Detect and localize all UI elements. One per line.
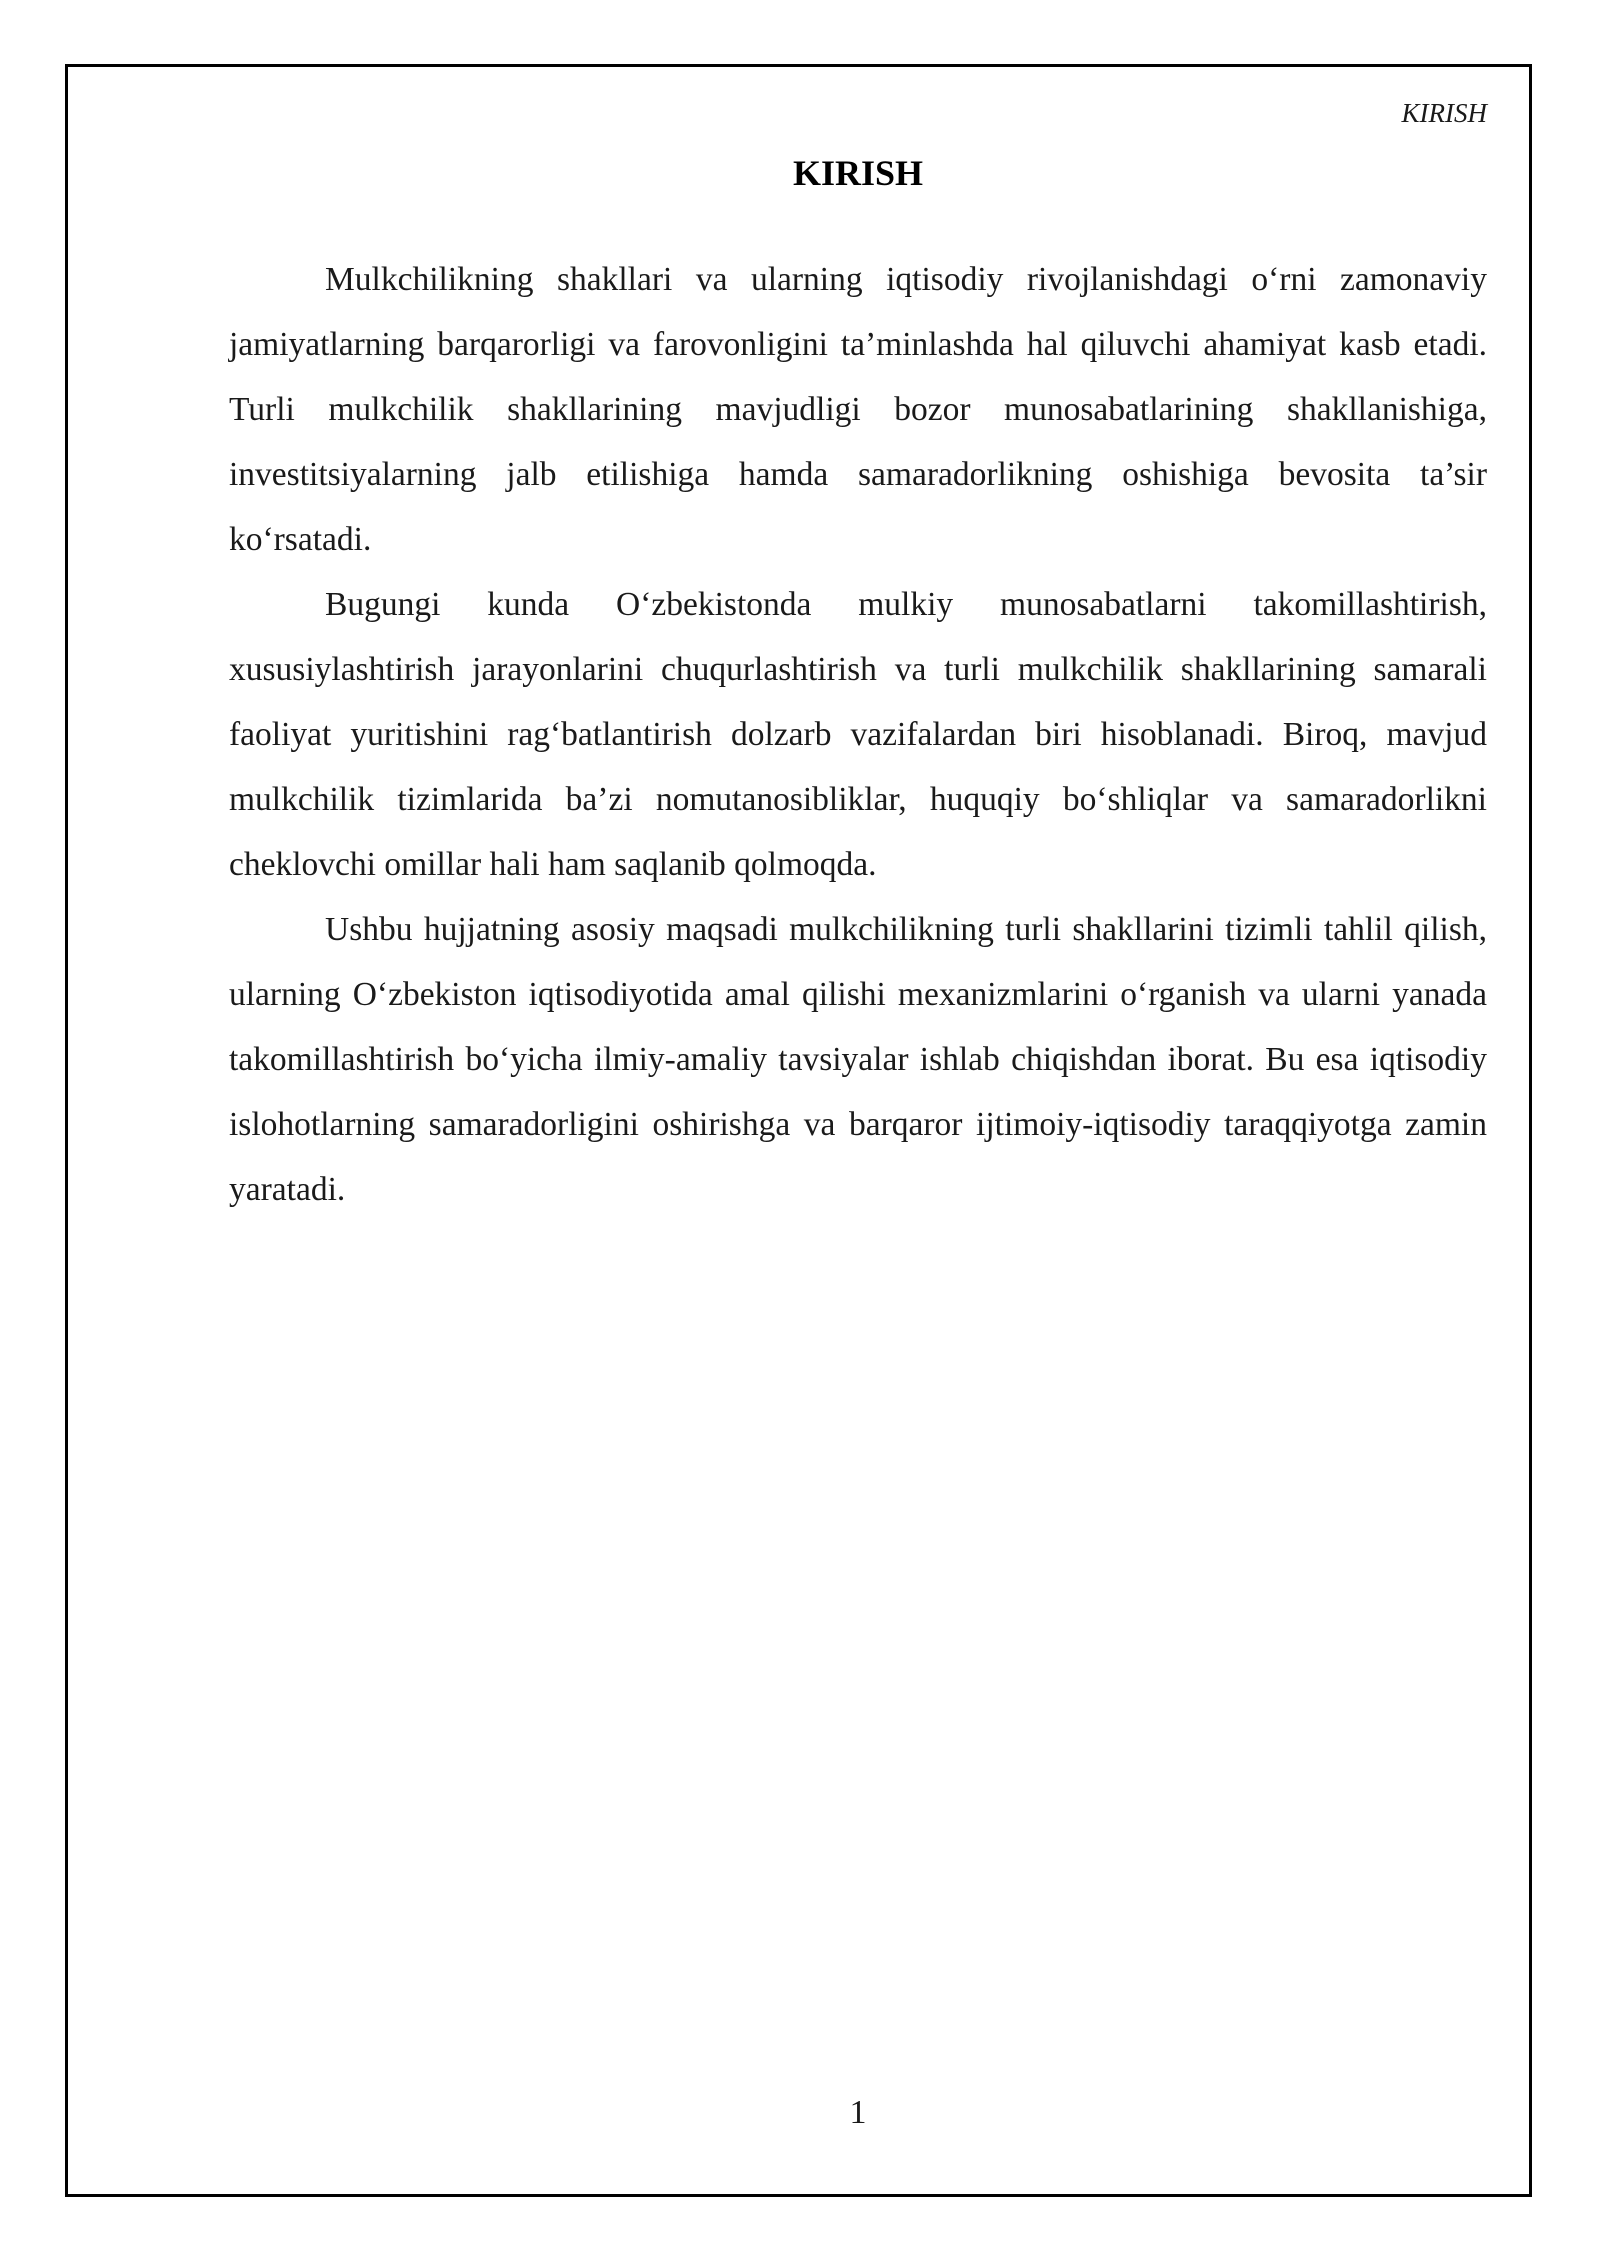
page-title: KIRISH [792, 153, 924, 193]
paragraph-1: Mulkchilikning shakllari va ularning iqtisodiy rivojlanishdagi o‘rni zamonaviy jamiyatlarning barqarorligi va farovonligini ta’minlashda hal qiluvchi ahamiyat kasb etadi. Turli mulkchilik shakllarining mavjudligi bozor munosabatlarining shakllanishiga, investitsiyalarning jalb etilishiga hamda samaradorlikning oshishiga bevosita ta’sir ko‘rsatadi. [229, 261, 1487, 558]
paragraph-3: Ushbu hujjatning asosiy maqsadi mulkchilikning turli shakllarini tizimli tahlil qilish, ularning O‘zbekiston iqtisodiyotida amal qilishi mexanizmlarini o‘rganish va ularni yanada takomillashtirish bo‘yicha ilmiy-amaliy tavsiyalar ishlab chiqishdan iborat. Bu esa iqtisodiy islohotlarning samaradorligini oshirishga va barqaror ijtimoiy-iqtisodiy taraqqiyotga zamin yaratadi. [229, 911, 1487, 1208]
body-text [229, 247, 1487, 1222]
paragraph-2: Bugungi kunda O‘zbekistonda mulkiy munosabatlarni takomillashtirish, xususiylashtirish jarayonlarini chuqurlashtirish va turli mulkchilik shakllarining samarali faoliyat yuritishini rag‘batlantirish dolzarb vazifalardan biri hisoblanadi. Biroq, mavjud mulkchilik tizimlarida ba’zi nomutanosibliklar, huquqiy bo‘shliqlar va samaradorlikni cheklovchi omillar hali ham saqlanib qolmoqda. [229, 586, 1487, 883]
running-header: KIRISH [1401, 98, 1487, 128]
page-number: 1 [849, 2094, 867, 2131]
